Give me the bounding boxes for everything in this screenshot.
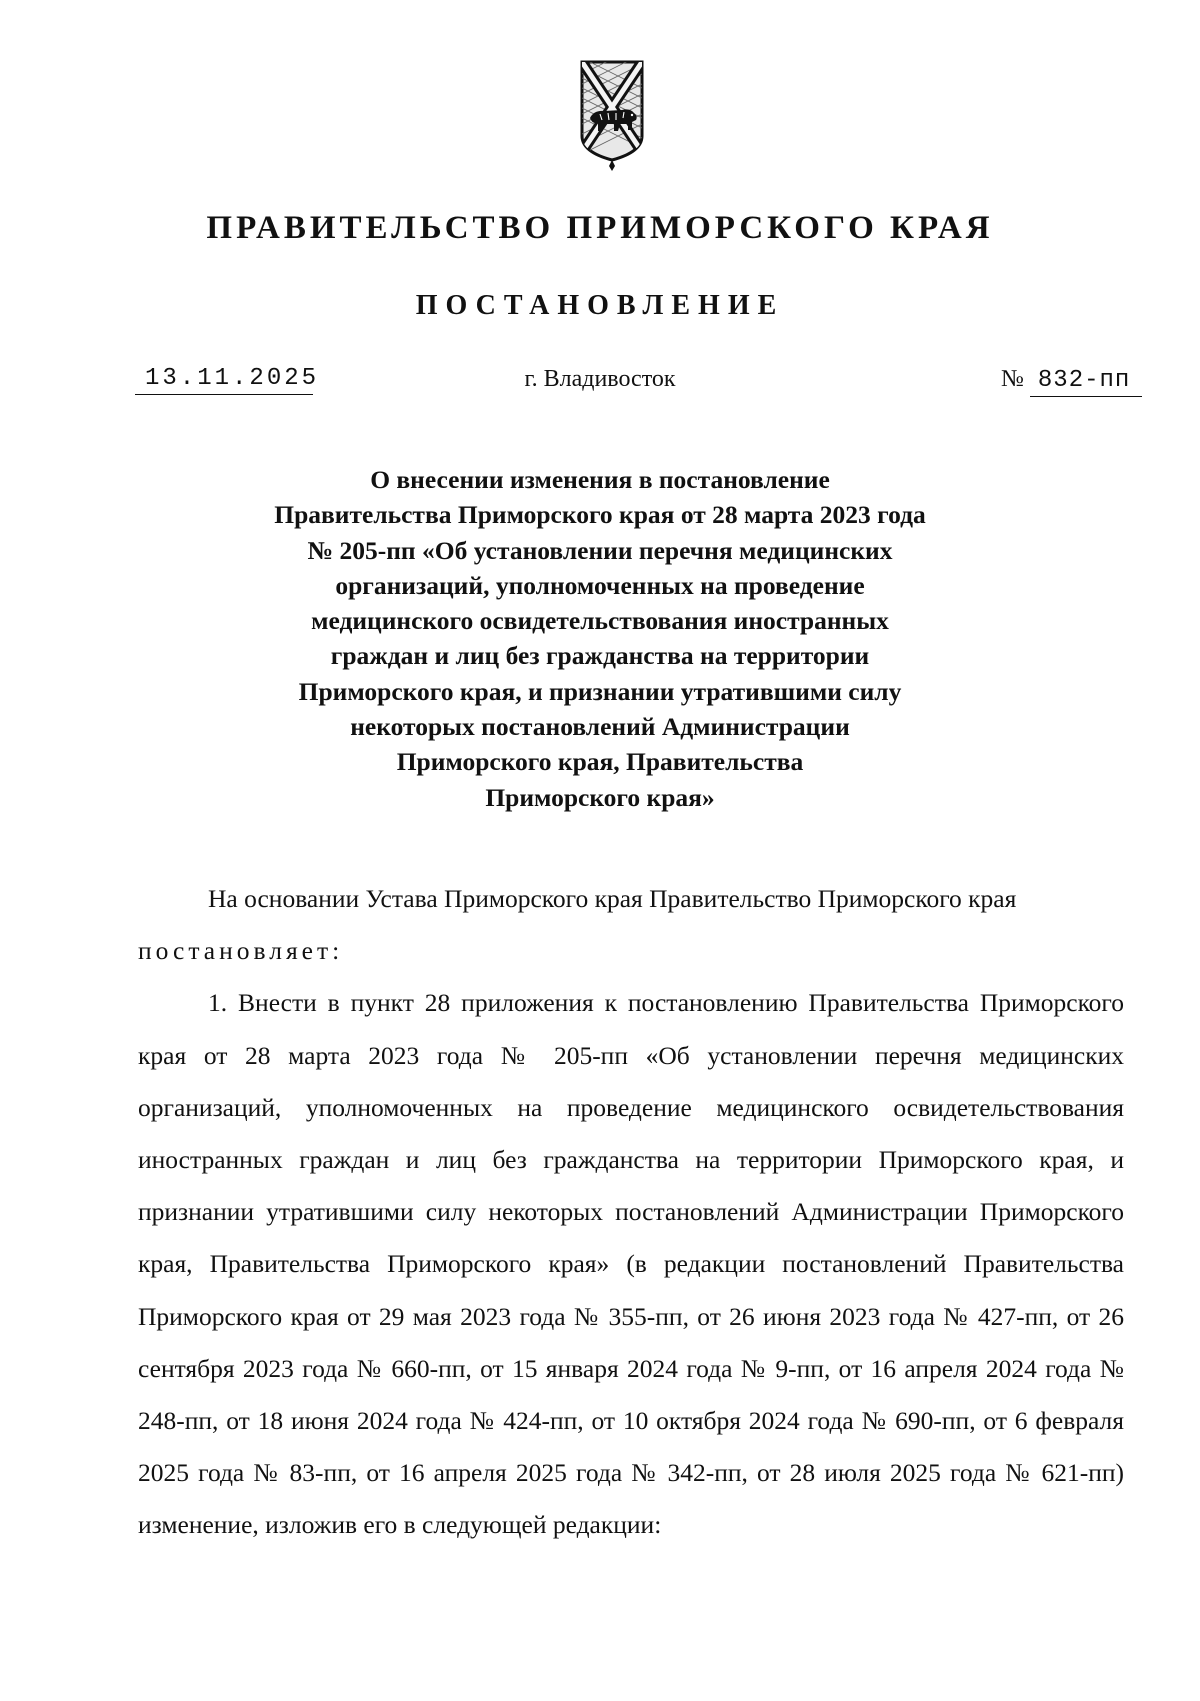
heading-line: некоторых постановлений Администрации [350, 712, 850, 742]
document-type: ПОСТАНОВЛЕНИЕ [415, 290, 785, 321]
heading-line: О внесении изменения в постановление [370, 465, 830, 494]
document-city: г. Владивосток [524, 366, 676, 392]
document-heading [200, 462, 1000, 815]
coat-of-arms-icon [578, 56, 646, 172]
heading-line: № 205-пп «Об установлении перечня медицинских [307, 535, 893, 565]
heading-line: Приморского края, Правительства [396, 747, 804, 777]
heading-line: Правительства Приморского края от 28 марта 2023 года [274, 500, 926, 530]
document-date: 13.11.2025 [135, 364, 313, 395]
resolves-word: постановляет: [138, 936, 344, 966]
preamble-paragraph: На основании Устава Приморского края Правительство Приморского края [208, 884, 1017, 913]
organization-title: ПРАВИТЕЛЬСТВО ПРИМОРСКОГО КРАЯ [206, 210, 994, 246]
heading-line: Приморского края, и признании утратившими силу [298, 676, 902, 706]
heading-line: организаций, уполномоченных на проведение [335, 570, 865, 600]
heading-line: Приморского края» [485, 782, 715, 812]
document-number [1001, 364, 1142, 397]
item-1-paragraph: 1. Внести в пункт 28 приложения к постановлению Правительства Приморского края от 28 марта 2023 года № 205-пп «Об установлении перечня медицинских организаций, уполномоченных на проведение медицинского освидетельствования иностранных граждан и лиц без гражданства на территории Приморского края, и признании утратившими силу некоторых постановлений Администрации Приморского края, Правительства Приморского края» (в редакции постановлений Правительства Приморского края от 29 мая 2023 года № 355-пп, от 26 июня 2023 года № 427-пп, от 26 сентября 2023 года № 660-пп, от 15 января 2024 года № 9-пп, от 16 апреля 2024 года № 248-пп, от 18 июня 2024 года № 424-пп, от 10 октября 2024 года № 690-пп, от 6 февраля 2025 года № 83-пп, от 16 апреля 2025 года № 342-пп, от 28 июля 2025 года № 621-пп) изменение, изложив его в следующей редакции: [138, 988, 1124, 1540]
number-sign: № [1001, 366, 1024, 392]
document-body [138, 873, 1124, 1552]
heading-line: медицинского освидетельствования иностранных [311, 606, 889, 636]
heading-line: граждан и лиц без гражданства на территории [330, 641, 870, 671]
number-value: 832-пп [1030, 366, 1142, 397]
